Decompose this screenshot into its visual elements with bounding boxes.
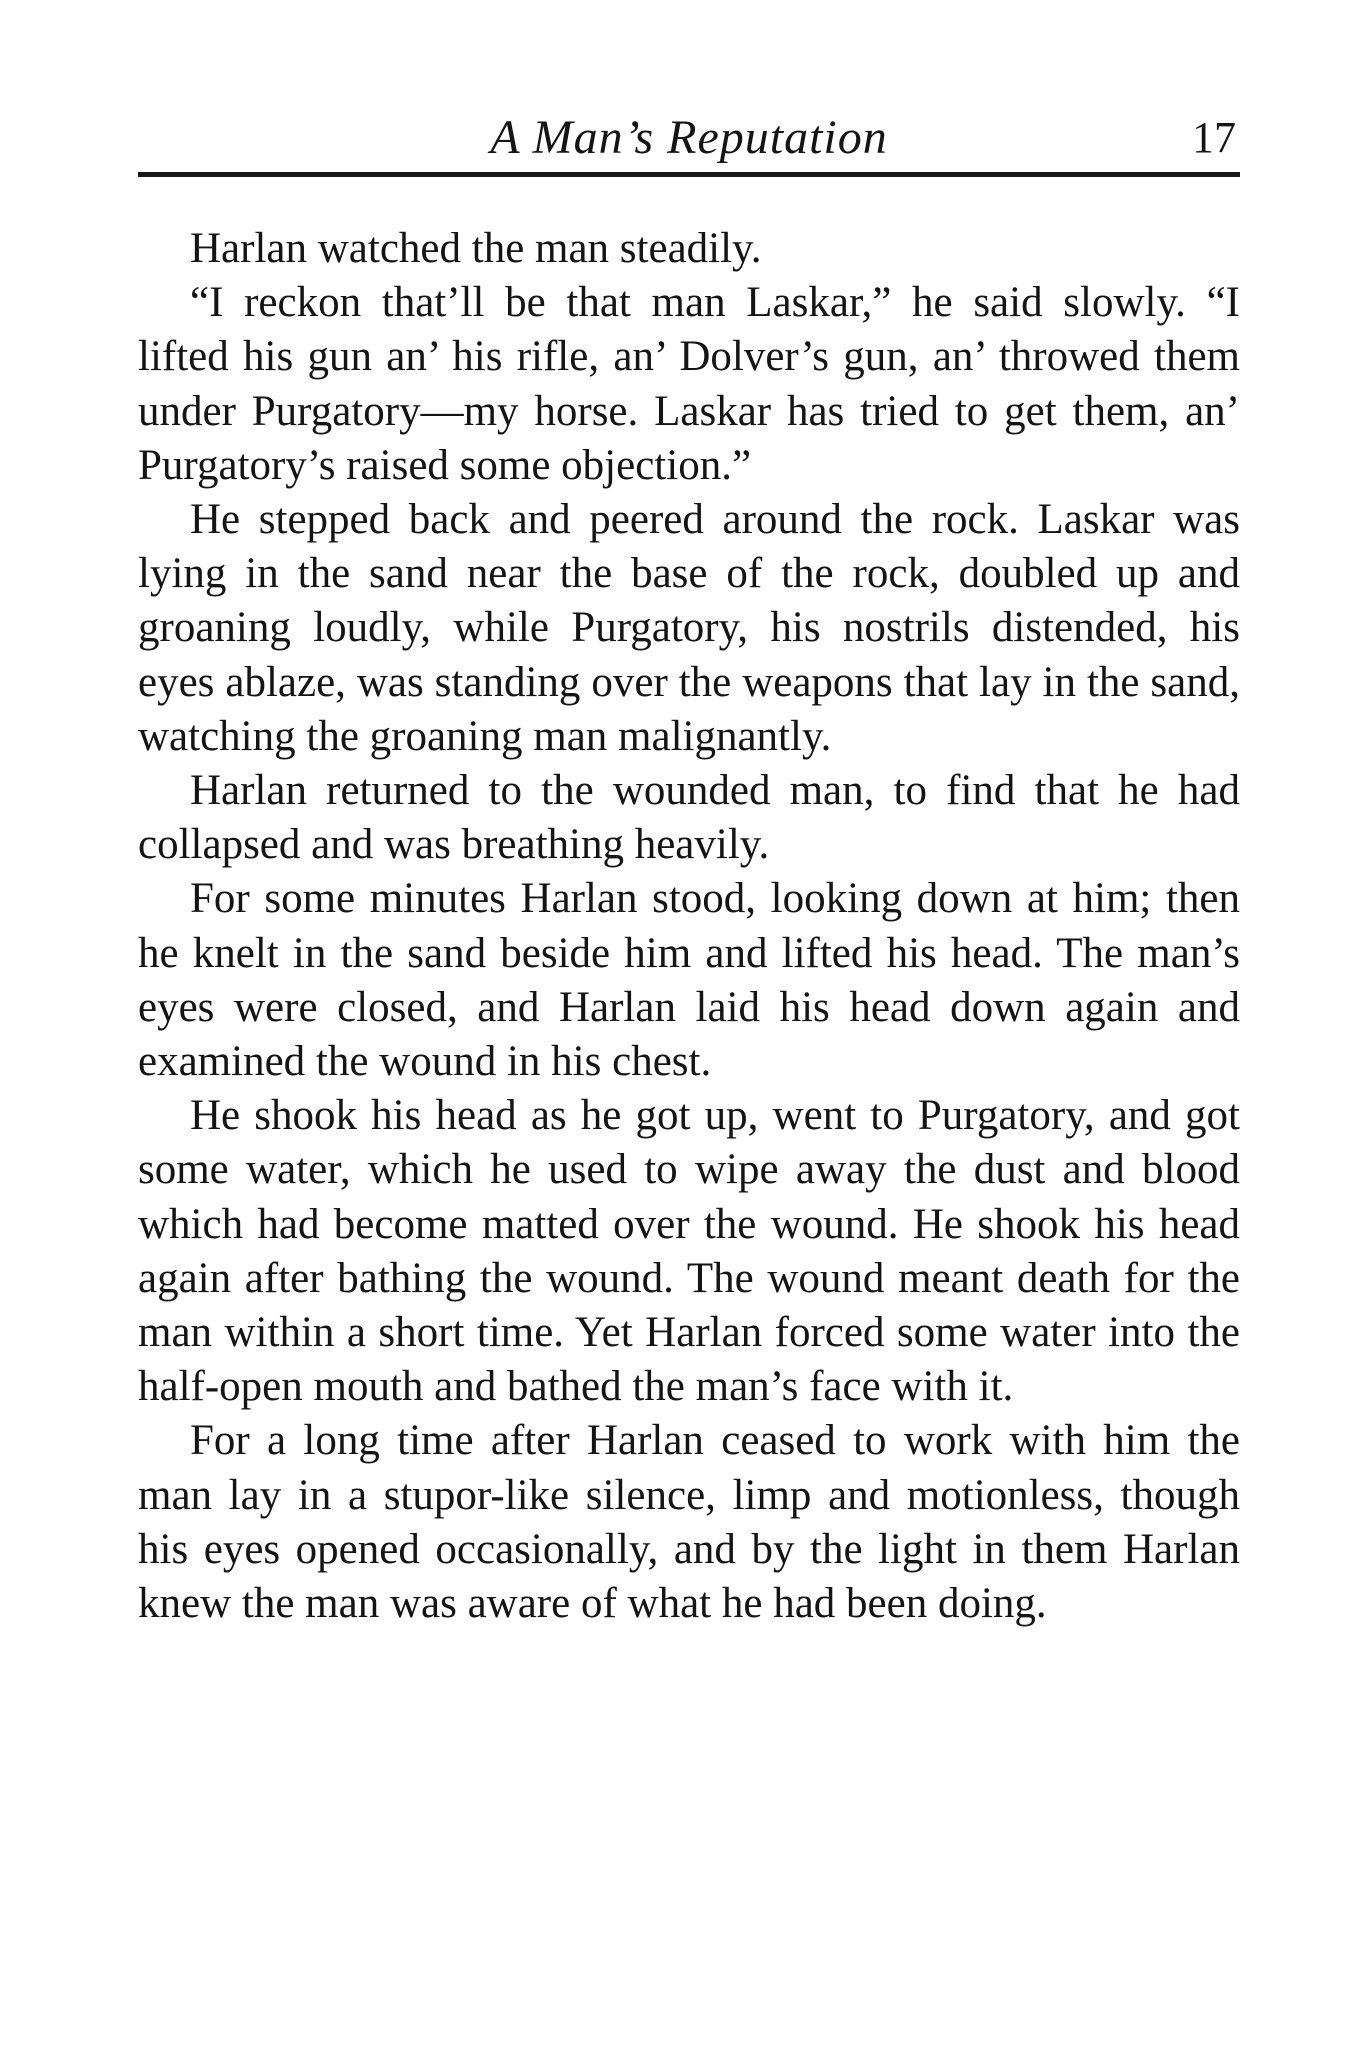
page-number: 17 [1192,113,1236,162]
paragraph-4: Harlan returned to the wounded man, to find that he had collapsed and was breathing heavily. [138,767,1240,869]
header-rule [138,172,1240,177]
body-text [138,222,1240,1631]
paragraph-2: “I reckon that’ll be that man Laskar,” he said slowly. “I lifted his gun an’ his rifle, an’ Dolver’s gun, an’ throwed them under Purgatory—my horse. Laskar has tried to get them, an’ Purgatory’s raised some objection.” [138,279,1240,489]
paragraph-1: Harlan watched the man steadily. [190,225,762,272]
paragraph-5: For some minutes Harlan stood, looking down at him; then he knelt in the sand beside him and lifted his head. The man’s eyes were closed, and Harlan laid his head down again and examined the wound in his chest. [138,875,1240,1086]
running-title: A Man’s Reputation [490,111,888,164]
paragraph-7: For a long time after Harlan ceased to work with him the man lay in a stupor-like silence, limp and motionless, though his eyes opened occasionally, and by the light in them Harlan knew the man was aware of what he had been doing. [138,1417,1240,1628]
paragraph-3: He stepped back and peered around the rock. Laskar was lying in the sand near the base of the rock, doubled up and groaning loudly, while Purgatory, his nostrils distended, his eyes ablaze, was standing over the weapons that lay in the sand, watching the groaning man malignantly. [138,496,1240,760]
paragraph-6: He shook his head as he got up, went to Purgatory, and got some water, which he used to wipe away the dust and blood which had become matted over the wound. He shook his head again after bathing the wound. The wound meant death for the man within a short time. Yet Harlan forced some water into the half-open mouth and bathed the man’s face with it. [138,1092,1240,1411]
page-header [138,108,1240,178]
